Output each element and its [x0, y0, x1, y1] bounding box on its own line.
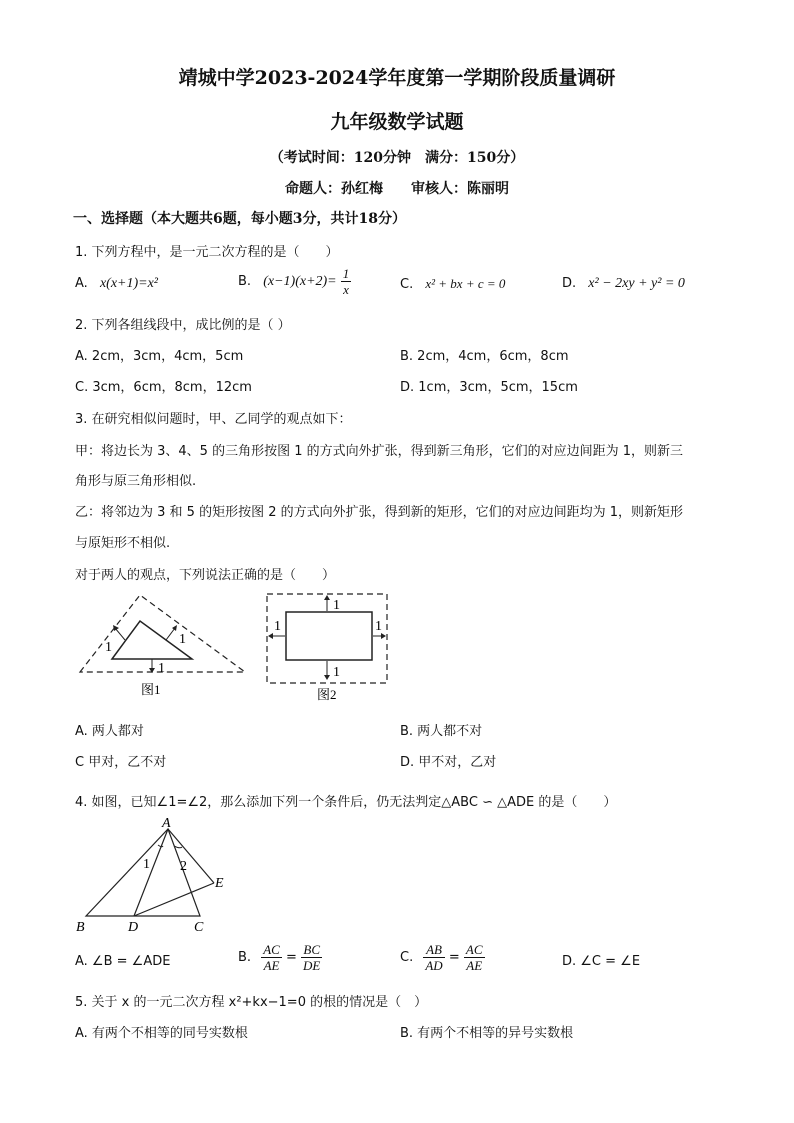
q4-option-a: A. ∠B = ∠ADE: [75, 954, 171, 969]
q1-d-expr: x² − 2xy + y² = 0: [588, 276, 685, 291]
angle-2-label: 2: [180, 859, 187, 874]
q1-c-label: C.: [400, 277, 414, 292]
q1-c-expr: x² + bx + c = 0: [425, 276, 506, 291]
q4-b-label: B.: [238, 950, 252, 965]
fig2-label-bottom: 1: [333, 665, 340, 680]
segment-ad: [134, 829, 168, 916]
q1-option-d: [562, 276, 685, 292]
q4-option-d: D. ∠C = ∠E: [562, 954, 641, 969]
q1-d-label: D.: [562, 276, 577, 291]
figure-1-triangle: [75, 590, 255, 710]
arrow-up-icon: [324, 595, 330, 600]
q2-option-d: D. 1cm，3cm，5cm，15cm: [400, 380, 578, 395]
q4-c-num1: AB: [423, 942, 444, 958]
fig2-label-top: 1: [333, 598, 340, 613]
q4-b-den2: DE: [303, 958, 321, 973]
q4-b-num1: AC: [263, 942, 280, 957]
inner-rectangle: [286, 612, 372, 660]
q3-yi-line1: 乙：将邻边为 3 和 5 的矩形按图 2 的方式向外扩张，得到新的矩形，它们的对应边间距均为 1，则新矩形: [75, 505, 684, 520]
q3-option-b: B. 两人都不对: [400, 724, 483, 739]
arrow-left-icon-2: [268, 633, 273, 639]
arrow-left-icon: [113, 625, 119, 631]
q2-option-c: C. 3cm，6cm，8cm，12cm: [75, 380, 252, 395]
q4-c-equals: =: [448, 950, 460, 965]
segment-ae: [168, 829, 214, 883]
q4-b-frac1: [261, 942, 282, 973]
q1-a-expr: x(x+1)=x²: [99, 276, 158, 291]
segment-de: [134, 883, 214, 916]
fig1-label-right: 1: [179, 632, 186, 647]
fig2-label-right: 1: [375, 619, 382, 634]
q5-option-a: A. 有两个不相等的同号实数根: [75, 1026, 248, 1041]
q4-b-equals: =: [285, 950, 297, 965]
q5-option-b: B. 有两个不相等的异号实数根: [400, 1026, 574, 1041]
exam-authors: 命题人：孙红梅 审核人：陈丽明: [285, 181, 509, 197]
q1-b-label: B.: [238, 274, 252, 289]
q1-a-label: A.: [75, 276, 88, 291]
q1-b-den: x: [343, 282, 349, 297]
q3-jia-line2: 角形与原三角形相似.: [75, 474, 197, 489]
q4-option-b: [238, 942, 322, 973]
q3-yi-line2: 与原矩形不相似.: [75, 536, 171, 551]
fig2-caption: 图2: [317, 687, 337, 702]
q4-c-num2: AC: [465, 942, 483, 957]
fig1-label-left: 1: [105, 640, 112, 655]
point-d-label: D: [128, 920, 139, 935]
q1-b-expr: (x−1)(x+2)=: [263, 273, 337, 289]
q2-stem: 2. 下列各组线段中，成比例的是（ ）: [75, 318, 291, 333]
figure-q4-triangles: [70, 815, 240, 940]
q1-b-fraction: [341, 266, 352, 297]
q3-option-d: D. 甲不对，乙对: [400, 755, 497, 770]
figure-2-rectangle: [262, 590, 392, 710]
fig1-label-bottom: 1: [158, 661, 165, 676]
arrow-right-line: [166, 628, 175, 640]
q1-option-b: [238, 266, 351, 297]
q2-option-a: A. 2cm，3cm，4cm，5cm: [75, 349, 244, 364]
point-a-label: A: [162, 816, 171, 831]
q4-c-den1: AD: [425, 958, 443, 973]
q3-stem: 3. 在研究相似问题时，甲、乙同学的观点如下：: [75, 412, 352, 427]
q4-c-frac1: [423, 942, 444, 973]
arrow-left-line: [115, 628, 125, 640]
q4-b-num2: BC: [301, 942, 322, 958]
q1-option-a: [75, 276, 158, 292]
arrow-down-icon-2: [324, 675, 330, 680]
fig1-caption: 图1: [141, 682, 161, 697]
arrow-right-icon: [172, 625, 177, 631]
point-e-label: E: [215, 876, 224, 891]
q1-b-num: 1: [342, 266, 350, 281]
exam-title: 靖城中学2023-2024学年度第一学期阶段质量调研: [178, 67, 616, 89]
q3-question: 对于两人的观点，下列说法正确的是（ ）: [75, 568, 336, 583]
exam-info: （考试时间：120分钟 满分：150分）: [269, 150, 525, 166]
angle-1-label: 1: [143, 857, 150, 872]
section-heading: 一、选择题（本大题共6题，每小题3分，共计18分）: [73, 211, 406, 227]
q4-c-frac2: [464, 942, 485, 973]
q4-b-den1: AE: [263, 958, 280, 973]
q4-option-c: [400, 942, 485, 973]
q4-b-frac2: [301, 942, 322, 973]
q5-stem: 5. 关于 x 的一元二次方程 x²+kx−1=0 的根的情况是（ ）: [75, 995, 428, 1010]
point-c-label: C: [194, 920, 204, 935]
fig2-label-left: 1: [274, 619, 281, 634]
point-b-label: B: [76, 920, 85, 935]
q2-option-b: B. 2cm，4cm，6cm，8cm: [400, 349, 569, 364]
q4-c-label: C.: [400, 950, 414, 965]
q3-option-c: C 甲对，乙不对: [75, 755, 167, 770]
q3-option-a: A. 两人都对: [75, 724, 144, 739]
q4-stem: 4. 如图，已知∠1=∠2，那么添加下列一个条件后，仍无法判定△ABC ∽ △ADE 的是（ ）: [75, 795, 617, 810]
q3-jia-line1: 甲：将边长为 3、4、5 的三角形按图 1 的方式向外扩张，得到新三角形，它们的对应边间距为 1，则新三: [75, 444, 684, 459]
q1-option-c: [400, 276, 505, 292]
q4-c-den2: AE: [466, 958, 483, 973]
q1-stem: 1. 下列方程中，是一元二次方程的是（ ）: [75, 245, 339, 260]
exam-subtitle: 九年级数学试题: [330, 111, 464, 133]
